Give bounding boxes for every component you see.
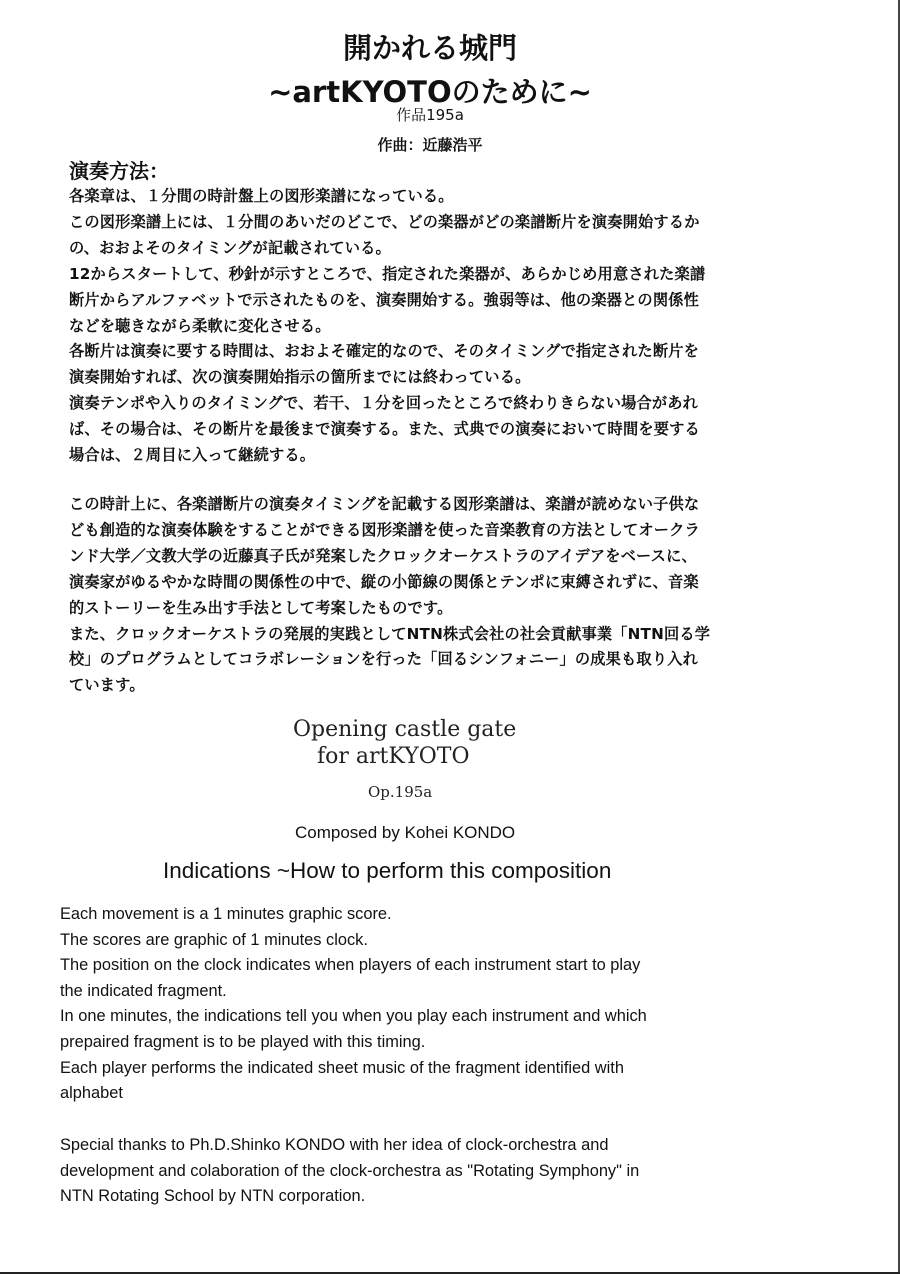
- english-instruction-line: prepaired fragment is to be played with this timing.: [60, 1032, 426, 1051]
- english-thanks-line: Special thanks to Ph.D.Shinko KONDO with her idea of clock-orchestra and: [60, 1136, 609, 1154]
- japanese-note-line: ども創造的な演奏体験をすることができる図形楽譜を使った音楽教育の方法としてオークラ: [69, 520, 700, 539]
- english-instructions-heading: Indications ~How to perform this composition: [163, 858, 612, 883]
- english-instruction-line: The scores are graphic of 1 minutes clock.: [60, 930, 368, 949]
- japanese-note-line: この時計上に、各楽譜断片の演奏タイミングを記載する図形楽譜は、楽譜が読めない子供な: [69, 495, 700, 513]
- english-instruction-line: Each movement is a 1 minutes graphic score.: [60, 905, 392, 923]
- japanese-instruction-line: の、おおよそのタイミングが記載されている。: [69, 238, 391, 257]
- english-composer: Composed by Kohei KONDO: [295, 823, 516, 842]
- japanese-opus: 作品195a: [396, 106, 464, 124]
- japanese-instruction-line: 場合は、２周目に入って継続する。: [69, 446, 316, 465]
- english-thanks-line: NTN Rotating School by NTN corporation.: [60, 1187, 366, 1206]
- english-instruction-line: The position on the clock indicates when players of each instrument start to play: [60, 956, 641, 975]
- english-instruction-line: Each player performs the indicated sheet music of the fragment identified with: [60, 1058, 624, 1077]
- english-thanks-line: development and colaboration of the clock-orchestra as "Rotating Symphony" in: [60, 1161, 640, 1180]
- japanese-note-line: ています。: [69, 676, 145, 695]
- japanese-instruction-line: 演奏開始すれば、次の演奏開始指示の箇所までには終わっている。: [69, 368, 531, 387]
- japanese-instruction-line: ば、その場合は、その断片を最後まで演奏する。また、式典での演奏において時間を要する: [69, 420, 700, 439]
- english-instruction-line: In one minutes, the indications tell you when you play each instrument and which: [60, 1007, 647, 1026]
- japanese-note-line: ンド大学／文教大学の近藤真子氏が発案したクロックオーケストラのアイデアをベースに、: [69, 546, 697, 565]
- japanese-instruction-line: などを聴きながら柔軟に変化させる。: [69, 316, 331, 335]
- english-thanks: [60, 1133, 800, 1210]
- japanese-notes: [69, 492, 814, 699]
- japanese-note-line: 的ストーリーを生み出す手法として考案したものです。: [69, 598, 453, 617]
- japanese-instruction-line: 各楽章は、１分間の時計盤上の図形楽譜になっている。: [69, 187, 454, 205]
- japanese-subtitle: ~artKYOTOのために~: [268, 75, 592, 109]
- english-instruction-line: the indicated fragment.: [60, 981, 227, 1000]
- japanese-instructions-heading: 演奏方法：: [69, 159, 169, 183]
- english-instruction-line: alphabet: [60, 1084, 123, 1103]
- japanese-instruction-line: この図形楽譜上には、１分間のあいだのどこで、どの楽器がどの楽譜断片を演奏開始するか: [69, 212, 700, 231]
- english-opus: Op.195a: [368, 783, 433, 801]
- japanese-composer: 作曲：近藤浩平: [377, 136, 483, 154]
- japanese-note-line: 校」のプログラムとしてコラボレーションを行った「回るシンフォニー」の成果も取り入れ: [69, 650, 698, 669]
- japanese-note-line: また、クロックオーケストラの発展的実践としてNTN株式会社の社会貢献事業「NTN回る学: [69, 624, 711, 643]
- japanese-instruction-line: 12からスタートして、秒針が示すところで、指定された楽器が、あらかじめ用意された楽譜: [69, 264, 706, 283]
- english-subtitle: for artKYOTO: [317, 744, 470, 769]
- japanese-instruction-line: 演奏テンポや入りのタイミングで、若干、１分を回ったところで終わりきらない場合があれ: [69, 394, 699, 413]
- japanese-instruction-line: 各断片は演奏に要する時間は、おおよそ確定的なので、そのタイミングで指定された断片を: [69, 342, 699, 361]
- japanese-title: 開かれる城門: [342, 31, 517, 65]
- japanese-instructions: [69, 184, 814, 469]
- english-title: Opening castle gate: [293, 717, 517, 742]
- japanese-instruction-line: 断片からアルファベットで示されたものを、演奏開始する。強弱等は、他の楽器との関係性: [69, 290, 699, 309]
- english-instructions: [60, 902, 800, 1107]
- japanese-note-line: 演奏家がゆるやかな時間の関係性の中で、縦の小節線の関係とテンポに束縛されずに、音楽: [69, 572, 699, 591]
